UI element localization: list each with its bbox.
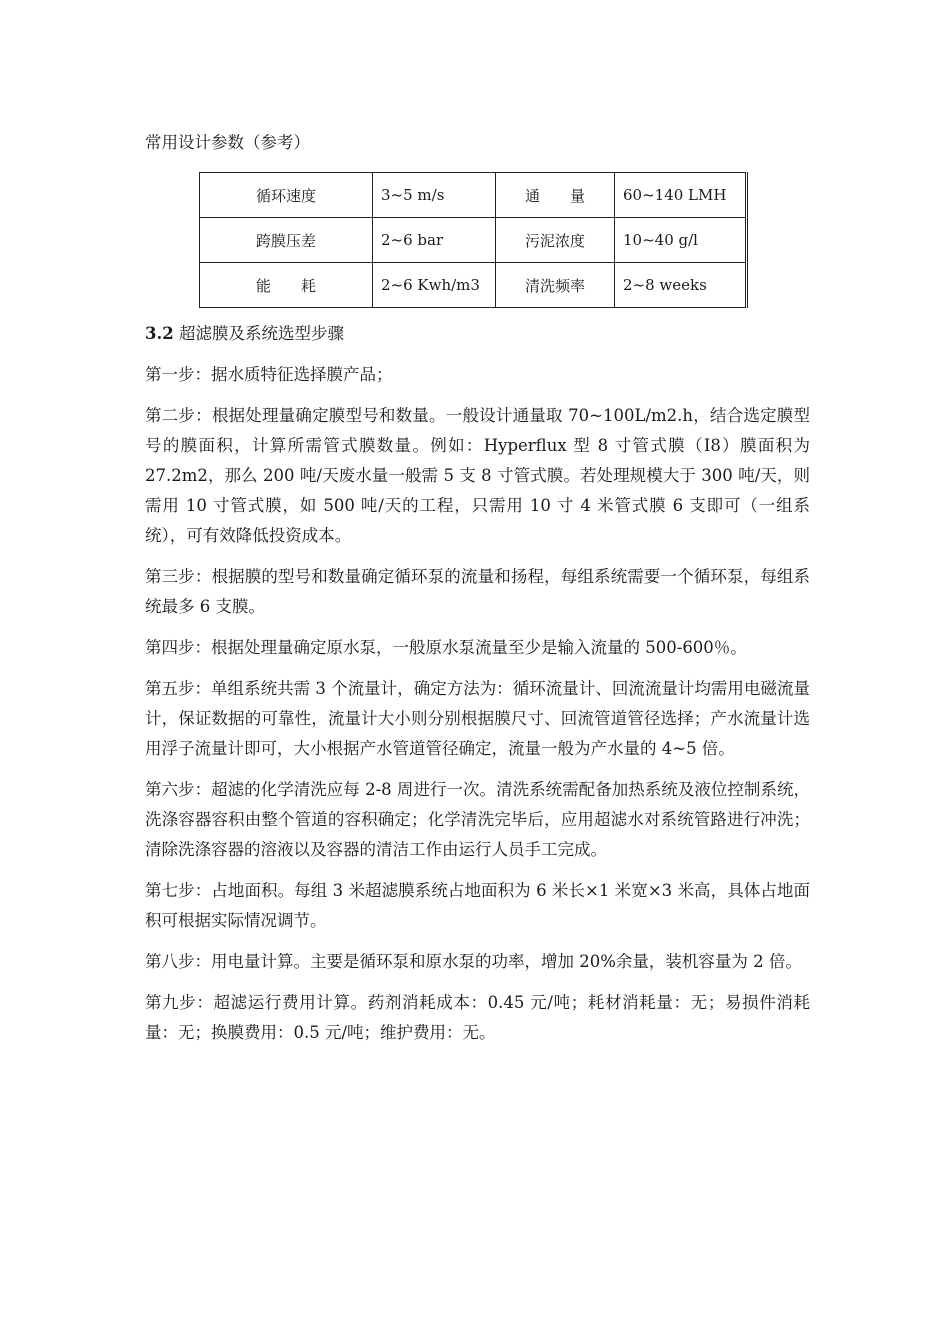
step-paragraph: 第六步：超滤的化学清洗应每 2-8 周进行一次。清洗系统需配备加热系统及液位控制系统，洗涤容器容积由整个管道的容积确定；化学清洗完毕后，应用超滤水对系统管路进行冲洗；清除洗涤容器的溶液以及容器的清洁工作由运行人员手工完成。	[145, 780, 810, 859]
step-paragraph: 第一步：据水质特征选择膜产品；	[145, 365, 393, 384]
step-paragraph: 第二步：根据处理量确定膜型号和数量。一般设计通量取 70~100L/m2.h，结合选定膜型号的膜面积，计算所需管式膜数量。例如：Hyperflux 型 8 寸管式膜（I8）膜面积为 27.2m2，那么 200 吨/天废水量一般需 5 支 8 寸管式膜。若处理规模大于 300 吨/天，则需用 10 寸管式膜，如 500 吨/天的工程，只需用 10 寸 4 米管式膜 6 支即可（一组系统），可有效降低投资成本。	[145, 406, 810, 545]
step-paragraph: 第四步：根据处理量确定原水泵，一般原水泵流量至少是输入流量的 500-600％。	[145, 638, 747, 657]
section-number: 3.2	[145, 324, 174, 343]
param-value: 2~6 Kwh/m3	[373, 263, 496, 308]
table-row	[200, 218, 747, 263]
step-paragraph: 第八步：用电量计算。主要是循环泵和原水泵的功率，增加 20%余量，装机容量为 2 倍。	[145, 952, 802, 971]
steps-body	[145, 360, 810, 1059]
table-row	[200, 173, 747, 218]
table-caption: 常用设计参数（参考）	[145, 133, 310, 152]
param-label: 循环速度	[200, 173, 373, 218]
param-label: 通 量	[496, 173, 615, 218]
param-label: 跨膜压差	[200, 218, 373, 263]
table-row	[200, 263, 747, 308]
param-value: 60~140 LMH	[615, 173, 747, 218]
param-label: 污泥浓度	[496, 218, 615, 263]
param-label: 能 耗	[200, 263, 373, 308]
section-heading	[145, 322, 344, 346]
step-paragraph: 第七步：占地面积。每组 3 米超滤膜系统占地面积为 6 米长×1 米宽×3 米高，具体占地面积可根据实际情况调节。	[145, 881, 810, 930]
param-label: 清洗频率	[496, 263, 615, 308]
step-paragraph: 第九步：超滤运行费用计算。药剂消耗成本：0.45 元/吨；耗材消耗量：无；易损件消耗量：无；换膜费用：0.5 元/吨；维护费用：无。	[145, 993, 810, 1042]
section-title: 超滤膜及系统选型步骤	[173, 324, 344, 343]
param-value: 10~40 g/l	[615, 218, 747, 263]
param-value: 2~8 weeks	[615, 263, 747, 308]
step-paragraph: 第三步：根据膜的型号和数量确定循环泵的流量和扬程，每组系统需要一个循环泵，每组系统最多 6 支膜。	[145, 567, 810, 616]
design-parameters-table	[199, 172, 748, 308]
step-paragraph: 第五步：单组系统共需 3 个流量计，确定方法为：循环流量计、回流流量计均需用电磁流量计，保证数据的可靠性，流量计大小则分别根据膜尺寸、回流管道管径选择；产水流量计选用浮子流量计即可，大小根据产水管道管径确定，流量一般为产水量的 4~5 倍。	[145, 679, 810, 758]
param-value: 2~6 bar	[373, 218, 496, 263]
param-value: 3~5 m/s	[373, 173, 496, 218]
